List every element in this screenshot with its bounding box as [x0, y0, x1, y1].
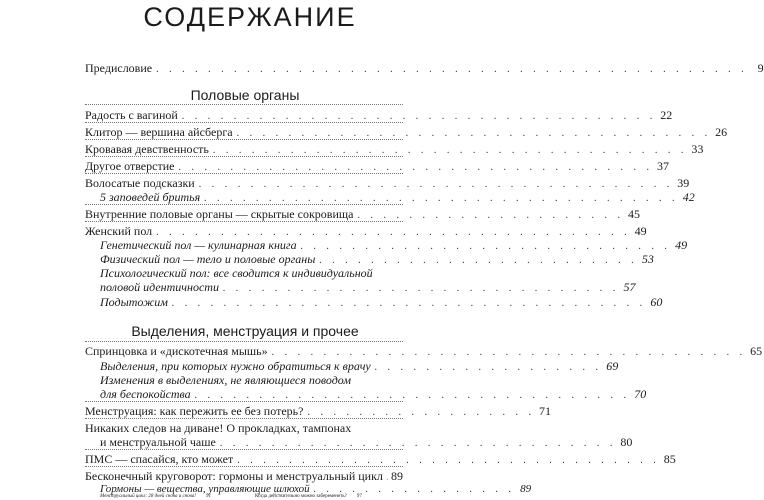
- toc-page-number: 49: [675, 238, 688, 252]
- toc-page-number: 70: [634, 387, 647, 401]
- section-divider: [85, 104, 403, 105]
- toc-entry-text: Волосатые подсказки: [85, 176, 195, 190]
- toc-subentry[interactable]: [100, 483, 532, 496]
- toc-page-number: 33: [691, 142, 704, 156]
- dot-leader: . . . . . . . . . . . . . . . . . . . . . . . . . . . . . . . . .: [237, 455, 660, 466]
- dot-leader: . . . . . . . . . . . . . . . . . . . . .: [357, 210, 624, 221]
- toc-entry-text: Внутренние половые органы — скрытые сокровища: [85, 207, 354, 221]
- toc-page-number: 89: [520, 483, 532, 495]
- toc-entry-text: Гормоны — вещества, управляющие шлюхой: [100, 483, 310, 495]
- toc-entry-text: половой идентичности: [100, 280, 219, 294]
- toc-entry-text: Клитор — вершина айсберга: [85, 125, 233, 139]
- toc-entry-text-line1: Никаких следов на диване! О прокладках, тампонах: [85, 421, 352, 435]
- toc-entry-text: для беспокойства: [100, 387, 191, 401]
- dot-leader: . . . . . . . . . . . . . . . . . . . . . . . . . . . . . . . . . . . . .: [156, 227, 631, 238]
- dot-leader: . . . . . . . . . . . . . . . . . . . . . . . . . . . . . . . . . . . . .: [212, 145, 688, 156]
- toc-entry-text: Женский пол: [85, 224, 153, 238]
- toc-subentry-text-line1: Психологический пол: все сводится к индивидуальной: [100, 266, 373, 280]
- dot-leader: . . . . . . . . . . . . . . . . . . . . . . . . . . . . . . .: [219, 438, 617, 449]
- dot-leader: . . . . . . . . . . . . . . . . . . . . . . . . . . . . . . . . . . . . . . . . . . . . . .: [156, 64, 748, 75]
- toc-entry-text: 5 заповедей бритья: [100, 190, 201, 204]
- toc-entry-text: Другое отверстие: [85, 159, 175, 173]
- row-divider: [85, 122, 403, 123]
- toc-page-number: 91: [205, 494, 211, 499]
- toc-entry-text: и менструальной чаше: [100, 435, 216, 449]
- toc-entry-preface[interactable]: [85, 61, 764, 77]
- toc-page-number: 65: [750, 344, 763, 358]
- toc-page-number: 80: [620, 435, 633, 449]
- toc-subentry-text-line1: Изменения в выделениях, не являющиеся поводом: [100, 373, 351, 387]
- row-divider: [85, 466, 403, 467]
- toc-page-number: 85: [663, 452, 676, 466]
- toc-entry-text: Когда действительно можно забеременеть?: [255, 494, 347, 499]
- page-title: СОДЕРЖАНИЕ: [143, 2, 357, 32]
- toc-entry-text: Спринцовка и «дискотечная мышь»: [85, 344, 268, 358]
- dot-leader: . . . . . . . . . . . . . . . . . . . . . . . . . . . . . . .: [222, 283, 620, 294]
- dot-leader: . . . . . . . . . . . . . . . . . . . . . . . . . . . . . . . . . . . . .: [171, 298, 647, 309]
- toc-page-number: 89: [391, 469, 403, 483]
- toc-page-number: 9: [757, 61, 764, 75]
- toc-page-number: 69: [606, 359, 619, 373]
- row-divider: [85, 418, 403, 419]
- dot-leader: . . . . . . . . . . . . . . . . . . . . . . . . . . . . . . . . . . . . .: [236, 128, 712, 139]
- row-divider: [85, 204, 403, 205]
- toc-page-number: 53: [641, 252, 654, 266]
- toc-page-number: 60: [650, 295, 663, 309]
- toc-entry-text: Кровавая девственность: [85, 142, 209, 156]
- dot-leader: . . . . . . . . . . . . . . . . . . . . . . . . .: [319, 255, 638, 266]
- dot-leader: . . . . . . . . . . . . . . . . . . . . . . . . . . . . . . . . . . . . .: [178, 162, 653, 173]
- toc-page-number: 49: [634, 224, 647, 238]
- toc-subentry[interactable]: [100, 295, 663, 311]
- row-divider: [85, 401, 403, 402]
- toc-entry-text: Радость с вагиной: [85, 108, 178, 122]
- toc-page-number: 57: [623, 280, 636, 294]
- row-divider: [85, 449, 403, 450]
- toc-entry-text: Подытожим: [100, 295, 168, 309]
- dot-leader: . . . . . . . . . . . . . . . . . .: [374, 362, 603, 373]
- toc-page-number: 42: [682, 190, 695, 204]
- toc-subentry[interactable]: [100, 280, 636, 296]
- dot-leader: . . . . . . . . . . . . . . . . . .: [307, 407, 535, 418]
- toc-entry-text: Менструальный цикл: 28 дней снова и снова!: [100, 494, 196, 499]
- toc-entry-text: ПМС — спасайся, кто может: [85, 452, 234, 466]
- toc-page-number: 39: [677, 176, 690, 190]
- toc-entry[interactable]: [85, 344, 763, 360]
- toc-entry-text: Бесконечный круговорот: гормоны и менструальный цикл: [85, 469, 383, 483]
- dot-leader: . . . . . . . . . . . . . . . . . . . . . . . . . . . . .: [300, 241, 672, 252]
- dot-leader: . . . . . . . . . . . . . . . .: [313, 484, 516, 495]
- toc-page-number: 22: [660, 108, 673, 122]
- toc-page-number: 26: [715, 125, 728, 139]
- row-divider: [85, 221, 403, 222]
- dot-leader: . . . . . . . . . . . . . . . . . . . . . . . . . . . . . . . . . . . . .: [198, 179, 674, 190]
- toc-entry-text: Физический пол — тело и половые органы: [100, 252, 316, 266]
- row-divider: [85, 173, 403, 174]
- toc-entry-text: Предисловие: [85, 61, 153, 75]
- section-heading: Половые органы: [190, 87, 300, 103]
- toc-page-number: 37: [656, 159, 669, 173]
- dot-leader: . . . . . . . . . . . . . . . . . . . . . . . . . . . . . . . . . . . . .: [181, 111, 657, 122]
- toc-entry-text: Выделения, при которых нужно обратиться к врачу: [100, 359, 371, 373]
- dot-leader: . . . . . . . . . . . . . . . . . . . . . . . . . . . . . . . . . . . . .: [204, 193, 679, 204]
- row-divider: [85, 156, 403, 157]
- toc-page-number: 71: [538, 404, 551, 418]
- dot-leader: . . . . . . . . . . . . . . . . . . . . . . . . . . . . . . . . . .: [194, 390, 631, 401]
- toc-page-number: 45: [627, 207, 640, 221]
- section-heading: Выделения, менструация и прочее: [131, 323, 359, 339]
- row-divider: [85, 139, 403, 140]
- dot-leader: . . . . . . . . . . . . . . . . . . . . . . . . . . . . . . . . . . . . .: [271, 347, 747, 358]
- toc-entry-text: Генетический пол — кулинарная книга: [100, 238, 297, 252]
- toc-entry-text: Менструация: как пережить ее без потерь?: [85, 404, 304, 418]
- toc-page-number: 97: [356, 494, 362, 499]
- section-divider: [85, 341, 403, 342]
